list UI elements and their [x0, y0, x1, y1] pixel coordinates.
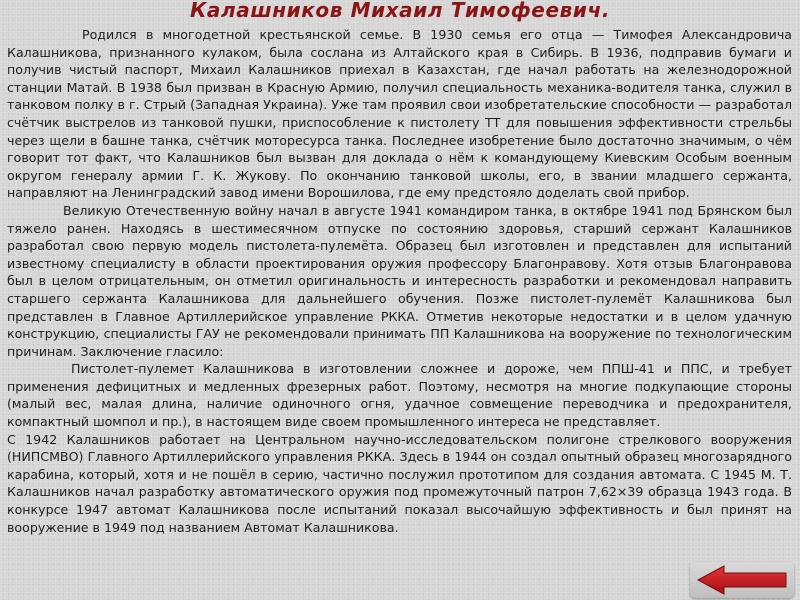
paragraph-biography-early: Родился в многодетной крестьянской семье. В 1930 семья его отца — Тимофея Александровича Калашникова, признанного кулаком, была сослана из Алтайского края в Сибирь. В 1936, подправив бумаги и получив чистый паспорт, Михаил Калашников приехал в Казахстан, где начал работать на железнодорожной станции Матай. В 1938 был призван в Красную Армию, получил специальность механика-водителя танка, служил в танковом полку в г. Стрый (Западная Украина). Уже там проявил свои изобретательские способности — разработал счётчик выстрелов из танковой пушки, приспособление к пистолету ТТ для повышения эффективности стрельбы через щели в башне танка, счётчик моторесурса танка. Последнее изобретение было достаточно значимым, о чём говорит тот факт, что Калашников был вызван для доклада о нём к командующему Киевским Особым военным округом генералу армии Г. К. Жукову. По окончанию танковой школы, его, в звании младшего сержанта, направляют на Ленинградский завод имени Ворошилова, где ему предстояло доделать свой прибор. [7, 27, 792, 201]
paragraph-war-years: Великую Отечественную войну начал в августе 1941 командиром танка, в октябре 1941 под Брянском был тяжело ранен. Находясь в шестимесячном отпуске по состоянию здоровья, старший сержант Калашников разработал свою первую модель пистолета-пулемёта. Образец был изготовлен и представлен для испытаний известному специалисту в области проектирования оружия профессору Благонравову. Хотя отзыв Благонравова был в целом отрицательным, он отметил оригинальность и интересность разработки и рекомендовал направить старшего сержанта Калашникова для дальнейшего обучения. Позже пистолет-пулемёт Калашникова был представлен в Главное Артиллерийское управление РККА. Отметив некоторые недостатки и в целом удачную конструкцию, специалисты ГАУ не рекомендовали принимать ПП Калашникова на вооружение по технологическим причинам. Заключение гласило: [7, 202, 792, 359]
paragraph-gau-conclusion: Пистолет-пулемет Калашникова в изготовлении сложнее и дороже, чем ППШ-41 и ППС, и требует применения дефицитных и медленных фрезерных работ. Поэтому, несмотря на многие подкупающие стороны (малый вес, малая длина, наличие одиночного огня, удачное совмещение переводчика и предохранителя, компактный шомпол и пр.), в настоящем виде своем промышленного интереса не представляет. [7, 361, 792, 430]
paragraph-ak-development: С 1942 Калашников работает на Центральном научно-исследовательском полигоне стрелкового вооружения (НИПСМВО) Главного Артиллерийского управления РККА. Здесь в 1944 он создал опытный образец многозарядного карабина, который, хотя и не пошёл в серию, частично послужил прототипом для создания автомата. С 1945 М. Т. Калашников начал разработку автоматического оружия под промежуточный патрон 7,62×39 образца 1943 года. В конкурсе 1947 автомат Калашникова после испытаний показал высочайшую эффективность и был принят на вооружение в 1949 под названием Автомат Калашникова. [7, 431, 792, 535]
back-button[interactable] [690, 562, 794, 598]
slide-title: Калашников Михаил Тимофеевич. [189, 0, 611, 22]
slide-body [7, 26, 792, 536]
left-arrow-icon [690, 562, 794, 598]
